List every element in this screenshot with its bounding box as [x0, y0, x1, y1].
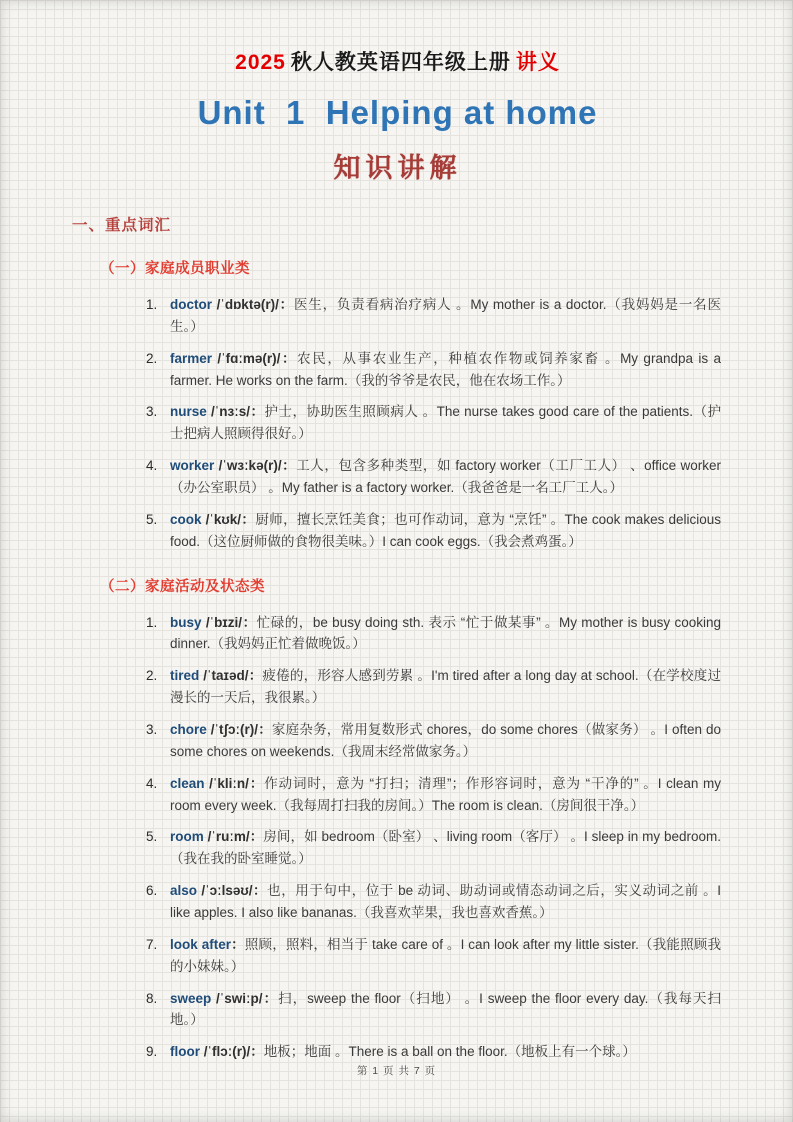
vocab-definition: 家庭杂务，常用复数形式 chores，do some chores（做家务） 。I often do some chores on weekends.（我周末经常做家务。）: [170, 722, 721, 759]
vocab-definition: 忙碌的，be busy doing sth. 表示 “忙于做某事” 。My mother is busy cooking dinner.（我妈妈正忙着做晚饭。）: [170, 614, 721, 652]
vocab-definition: 也，用于句中，位于 be 动词、助动词或情态动词之后，实义动词之前 。I like apples. I also like bananas.（我喜欢苹果，我也喜欢香蕉。）: [170, 883, 721, 921]
vocab-item: [146, 455, 721, 499]
vocab-definition: 工人，包含多种类型，如 factory worker（工厂工人） 、office worker（办公室职员） 。My father is a factory worker.（我爸爸是一名工厂工人。）: [170, 458, 721, 496]
vocab-item: [146, 509, 721, 553]
item-text: [170, 294, 721, 338]
vocab-item: [146, 1041, 721, 1063]
vocab-item: [146, 612, 721, 656]
vocab-definition: 厨师，擅长烹饪美食；也可作动词，意为 “烹饪” 。The cook makes delicious food.（这位厨师做的食物很美味。）I can cook eggs.（我会煮鸡蛋。）: [170, 511, 721, 549]
item-number: 3.: [146, 404, 158, 420]
item-text: [170, 934, 721, 978]
subsection: [72, 257, 723, 553]
item-number: 3.: [146, 722, 158, 738]
item-number: 4.: [146, 458, 158, 474]
doc-title-series: 秋人教英语四年级上册: [290, 51, 511, 74]
vocab-word: cook: [170, 511, 202, 527]
vocab-item: [146, 665, 721, 709]
vocab-item: [146, 348, 721, 392]
doc-title-tag: 讲义: [515, 51, 560, 74]
item-text: [170, 1041, 721, 1063]
item-number: 2.: [146, 350, 158, 366]
vocab-phonetic: /ˈswiːp/：: [211, 990, 279, 1006]
vocab-item: [146, 880, 721, 924]
vocab-definition: 疲倦的，形容人感到劳累 。I'm tired after a long day at school.（在学校度过漫长的一天后，我很累。）: [170, 668, 721, 706]
item-number: 2.: [146, 668, 158, 684]
item-text: [170, 509, 721, 553]
subsection-title: （二）家庭活动及状态类: [100, 578, 265, 595]
vocab-definition: 地板；地面 。There is a ball on the floor.（地板上有一个球。）: [263, 1044, 636, 1060]
vocab-word: doctor: [170, 297, 212, 312]
vocab-item: [146, 719, 721, 763]
vocab-phonetic: /ˈwɜːkə(r)/：: [214, 458, 297, 474]
vocab-item: [146, 773, 721, 817]
item-text: [170, 348, 721, 392]
item-number: 9.: [146, 1044, 158, 1060]
vocab-item: [146, 826, 721, 870]
vocab-phonetic: /ˈkliːn/：: [204, 775, 265, 791]
doc-title-year: 2025: [235, 51, 286, 74]
subsection: [72, 575, 723, 1064]
item-text: [170, 612, 721, 656]
item-number: 8.: [146, 990, 158, 1006]
item-text: [170, 455, 721, 499]
item-text: [170, 719, 721, 763]
vocab-item: [146, 988, 721, 1032]
item-text: [170, 880, 721, 924]
vocab-definition: 房间，如 bedroom（卧室） 、living room（客厅） 。I sleep in my bedroom.（我在我的卧室睡觉。）: [170, 829, 721, 867]
vocab-word: also: [170, 883, 198, 899]
vocab-list: [72, 294, 723, 553]
vocab-word: chore: [170, 722, 207, 738]
item-text: [170, 826, 721, 870]
subsections-container: [72, 257, 723, 1063]
vocab-phonetic: /ˈtʃɔː(r)/：: [206, 722, 272, 738]
vocab-definition: 医生，负责看病治疗病人 。My mother is a doctor.（我妈妈是一名医生。）: [170, 297, 721, 334]
item-number: 6.: [146, 883, 158, 899]
vocab-word: tired: [170, 668, 200, 684]
vocab-phonetic: /ˈdɒktə(r)/：: [212, 297, 294, 312]
vocab-word: look after: [170, 936, 231, 952]
vocab-definition: 农民，从事农业生产，种植农作物或饲养家畜 。My grandpa is a farmer. He works on the farm.（我的爷爷是农民，他在农场工作。）: [170, 350, 721, 388]
item-text: [170, 665, 721, 709]
vocab-definition: 作动词时，意为 “打扫；清理”；作形容词时，意为 “干净的” 。I clean my room every week.（我每周打扫我的房间。）The room is clean.（房间很干净。）: [170, 775, 722, 813]
vocab-list: [72, 612, 723, 1064]
vocab-phonetic: /ˈfɑːmə(r)/：: [212, 350, 298, 366]
vocab-phonetic: /ˈnɜːs/：: [206, 404, 265, 420]
item-text: [170, 401, 721, 445]
knowledge-banner: 知识讲解: [333, 153, 462, 183]
vocab-phonetic: /ˈtaɪəd/：: [199, 668, 263, 684]
item-number: 7.: [146, 936, 158, 952]
item-number: 1.: [146, 614, 158, 630]
vocab-definition: 护士，协助医生照顾病人 。The nurse takes good care of the patients.（护士把病人照顾得很好。）: [170, 404, 721, 442]
vocab-word: clean: [170, 775, 205, 791]
vocab-item: [146, 401, 721, 445]
vocab-phonetic: /ˈɔːlsəʊ/：: [197, 883, 268, 899]
item-number: 5.: [146, 511, 158, 527]
unit-title: Unit 1 Helping at home: [197, 94, 598, 131]
vocab-word: nurse: [170, 404, 207, 420]
item-text: [170, 988, 721, 1032]
vocab-item: [146, 294, 721, 338]
vocab-phonetic: /ˈbɪzi/：: [201, 614, 257, 630]
section-heading-key-vocabulary: 一、重点词汇: [72, 217, 172, 234]
vocab-phonetic: /ˈruːm/：: [203, 829, 264, 845]
vocab-word: busy: [170, 614, 202, 630]
item-number: 5.: [146, 829, 158, 845]
vocab-phonetic: /ˈkʊk/：: [201, 511, 256, 527]
item-number: 4.: [146, 775, 158, 791]
item-number: 1.: [146, 297, 158, 312]
vocab-word: worker: [170, 458, 215, 474]
vocab-definition: 扫，sweep the floor（扫地） 。I sweep the floor every day.（我每天扫地。）: [170, 990, 722, 1028]
vocab-phonetic: /ˈflɔː(r)/：: [200, 1044, 264, 1060]
vocab-word: floor: [170, 1044, 200, 1060]
vocab-phonetic: ：: [230, 936, 245, 952]
vocab-word: farmer: [170, 350, 213, 366]
vocab-definition: 照顾，照料，相当于 take care of 。I can look after my little sister.（我能照顾我的小妹妹。）: [170, 936, 722, 974]
item-text: [170, 773, 721, 817]
vocab-item: [146, 934, 721, 978]
doc-title: [72, 46, 723, 76]
page-footer: 第 1 页 共 7 页: [356, 1065, 437, 1077]
subsection-title: （一）家庭成员职业类: [100, 261, 250, 277]
vocab-word: sweep: [170, 990, 212, 1006]
vocab-word: room: [170, 829, 204, 845]
